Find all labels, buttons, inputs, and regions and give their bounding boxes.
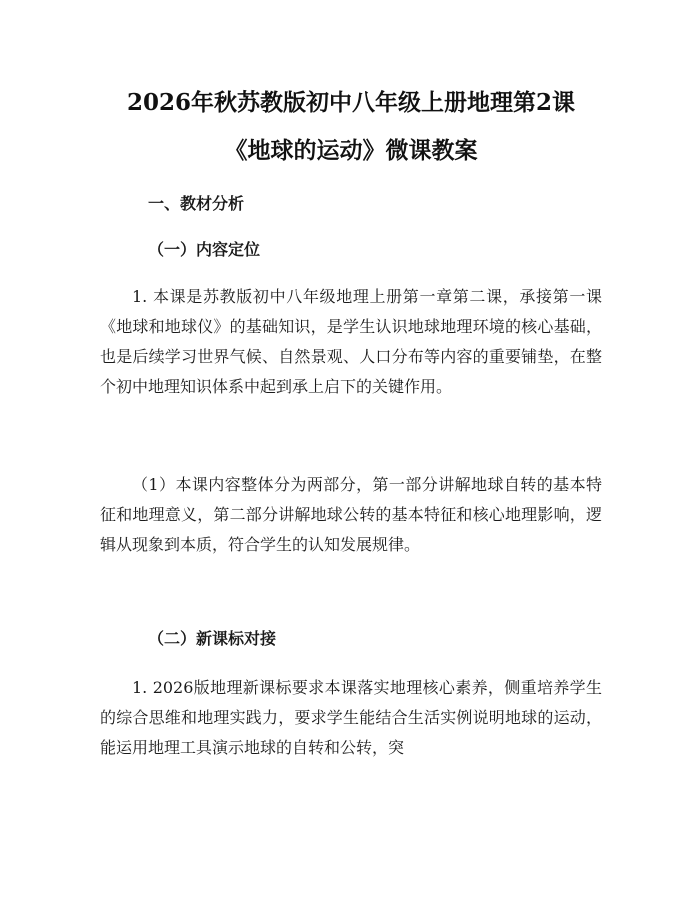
paragraph-content-positioning: 1. 本课是苏教版初中八年级地理上册第一章第二课，承接第一课《地球和地球仪》的基础知识，是学生认识地球地理环境的核心基础，也是后续学习世界气候、自然景观、人口分布等内容的重要铺垫，在整个初中地理知识体系中起到承上启下的关键作用。 (100, 287, 602, 396)
document-title-line-2: 《地球的运动》微课教案 (224, 137, 478, 164)
paragraph-lesson-structure: （1）本课内容整体分为两部分，第一部分讲解地球自转的基本特征和地理意义，第二部分讲解地球公转的基本特征和核心地理影响，逻辑从现象到本质，符合学生的认知发展规律。 (100, 475, 602, 554)
document-title-line-1: 2026年秋苏教版初中八年级上册地理第2课 (126, 89, 576, 116)
paragraph-curriculum-standards: 1. 2026版地理新课标要求本课落实地理核心素养，侧重培养学生的综合思维和地理实践力，要求学生能结合生活实例说明地球的运动，能运用地理工具演示地球的自转和公转，突 (100, 678, 602, 757)
subsection-heading-content-positioning: （一）内容定位 (148, 240, 261, 259)
section-heading-textbook-analysis: 一、教材分析 (148, 194, 245, 213)
subsection-heading-curriculum-standards: （二）新课标对接 (148, 629, 277, 648)
